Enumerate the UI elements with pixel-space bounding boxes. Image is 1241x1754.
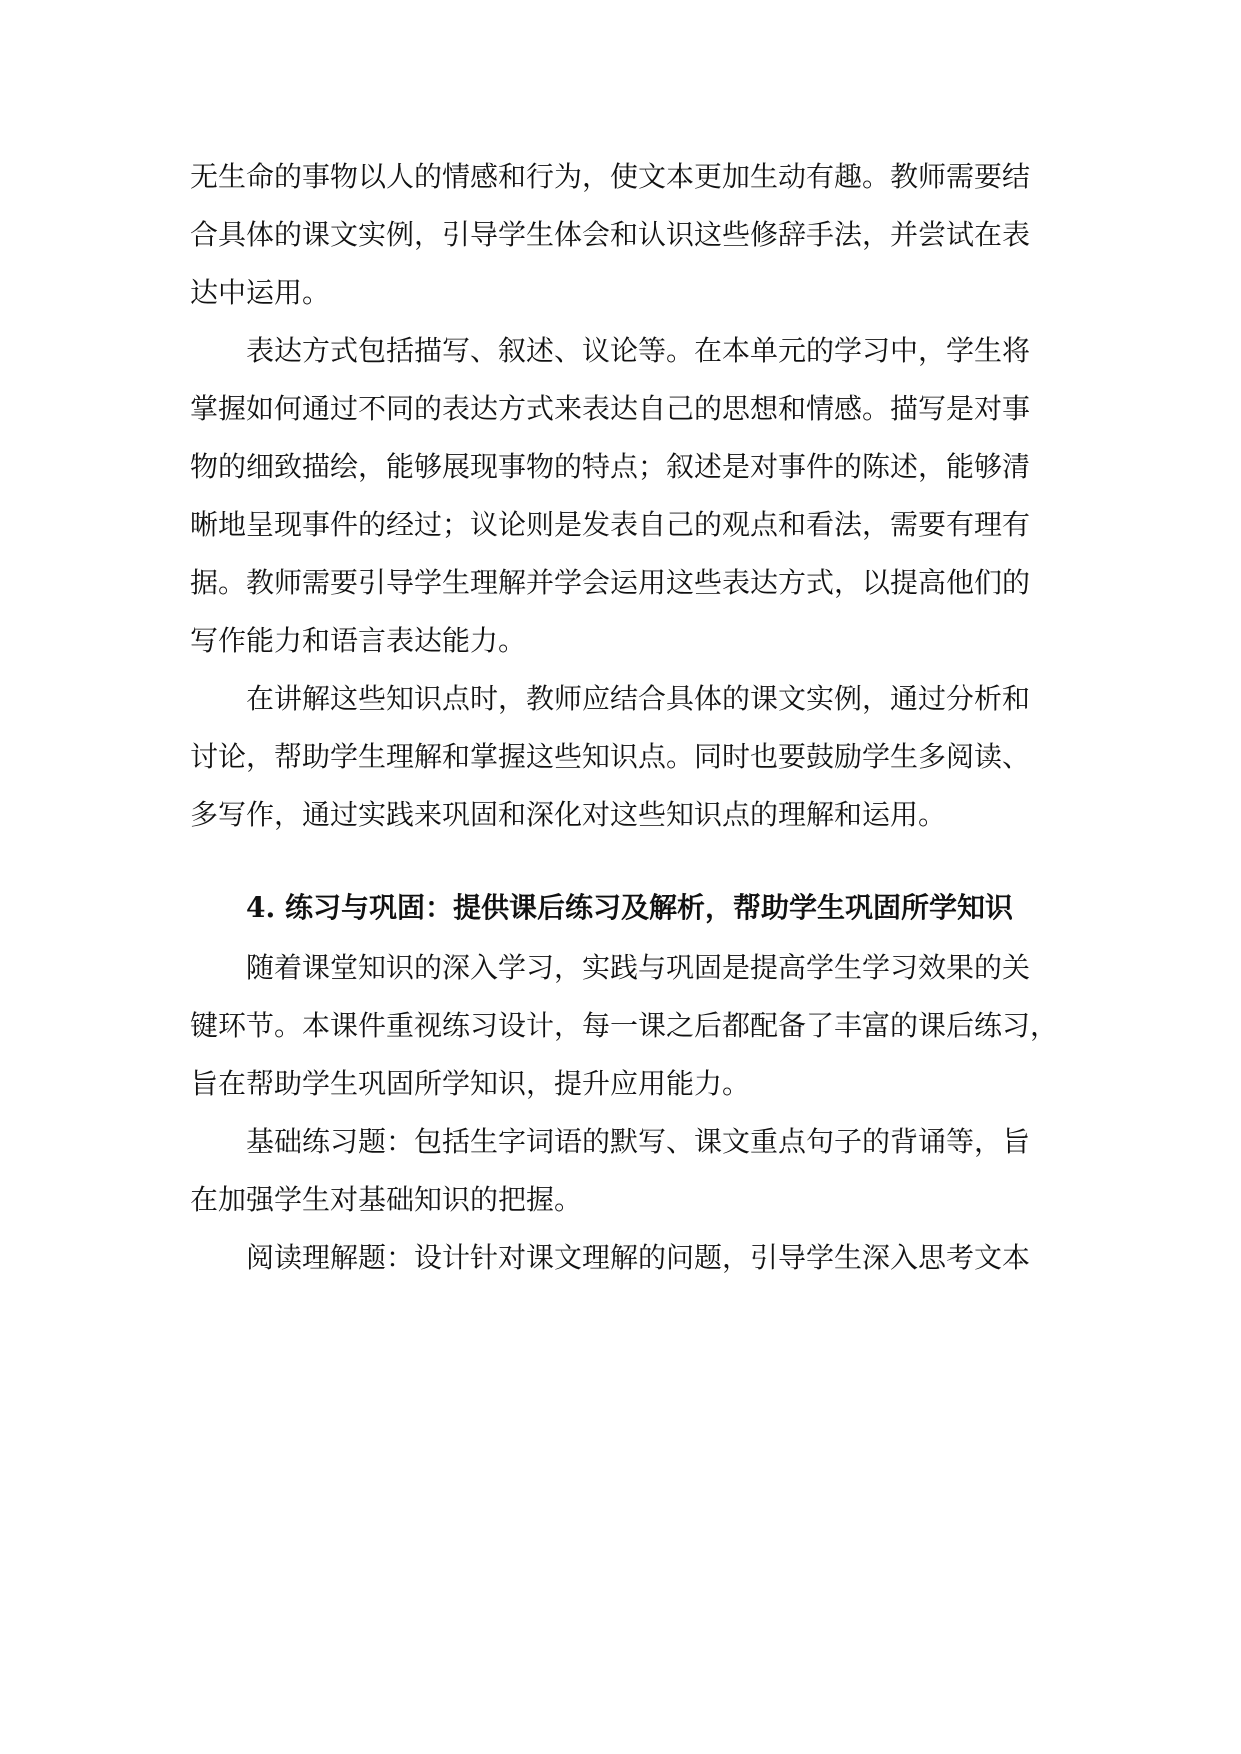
section-heading: 4. 练习与巩固：提供课后练习及解析，帮助学生巩固所学知识 [246, 891, 1013, 924]
text-line: 晰地呈现事件的经过；议论则是发表自己的观点和看法，需要有理有 [190, 508, 1031, 541]
text-line: 多写作，通过实践来巩固和深化对这些知识点的理解和运用。 [190, 798, 947, 831]
text-line: 据。教师需要引导学生理解并学会运用这些表达方式，以提高他们的 [190, 566, 1031, 599]
text-line: 在讲解这些知识点时，教师应结合具体的课文实例，通过分析和 [246, 682, 1031, 715]
text-line: 阅读理解题：设计针对课文理解的问题，引导学生深入思考文本 [246, 1241, 1031, 1274]
text-line: 旨在帮助学生巩固所学知识，提升应用能力。 [190, 1067, 751, 1100]
text-line: 写作能力和语言表达能力。 [190, 624, 527, 657]
text-line: 键环节。本课件重视练习设计，每一课之后都配备了丰富的课后练习， [190, 1009, 1059, 1042]
text-line: 合具体的课文实例，引导学生体会和认识这些修辞手法，并尝试在表 [190, 218, 1031, 251]
text-line: 达中运用。 [190, 276, 331, 309]
text-line: 表达方式包括描写、叙述、议论等。在本单元的学习中，学生将 [246, 334, 1031, 367]
text-line: 基础练习题：包括生字词语的默写、课文重点句子的背诵等，旨 [246, 1125, 1031, 1158]
text-line: 掌握如何通过不同的表达方式来表达自己的思想和情感。描写是对事 [190, 392, 1031, 425]
document-body [190, 148, 1060, 1287]
text-line: 随着课堂知识的深入学习，实践与巩固是提高学生学习效果的关 [246, 951, 1031, 984]
text-line: 在加强学生对基础知识的把握。 [190, 1183, 583, 1216]
text-line: 无生命的事物以人的情感和行为，使文本更加生动有趣。教师需要结 [190, 160, 1031, 193]
text-line: 讨论，帮助学生理解和掌握这些知识点。同时也要鼓励学生多阅读、 [190, 740, 1031, 773]
text-line: 物的细致描绘，能够展现事物的特点；叙述是对事件的陈述，能够清 [190, 450, 1031, 483]
